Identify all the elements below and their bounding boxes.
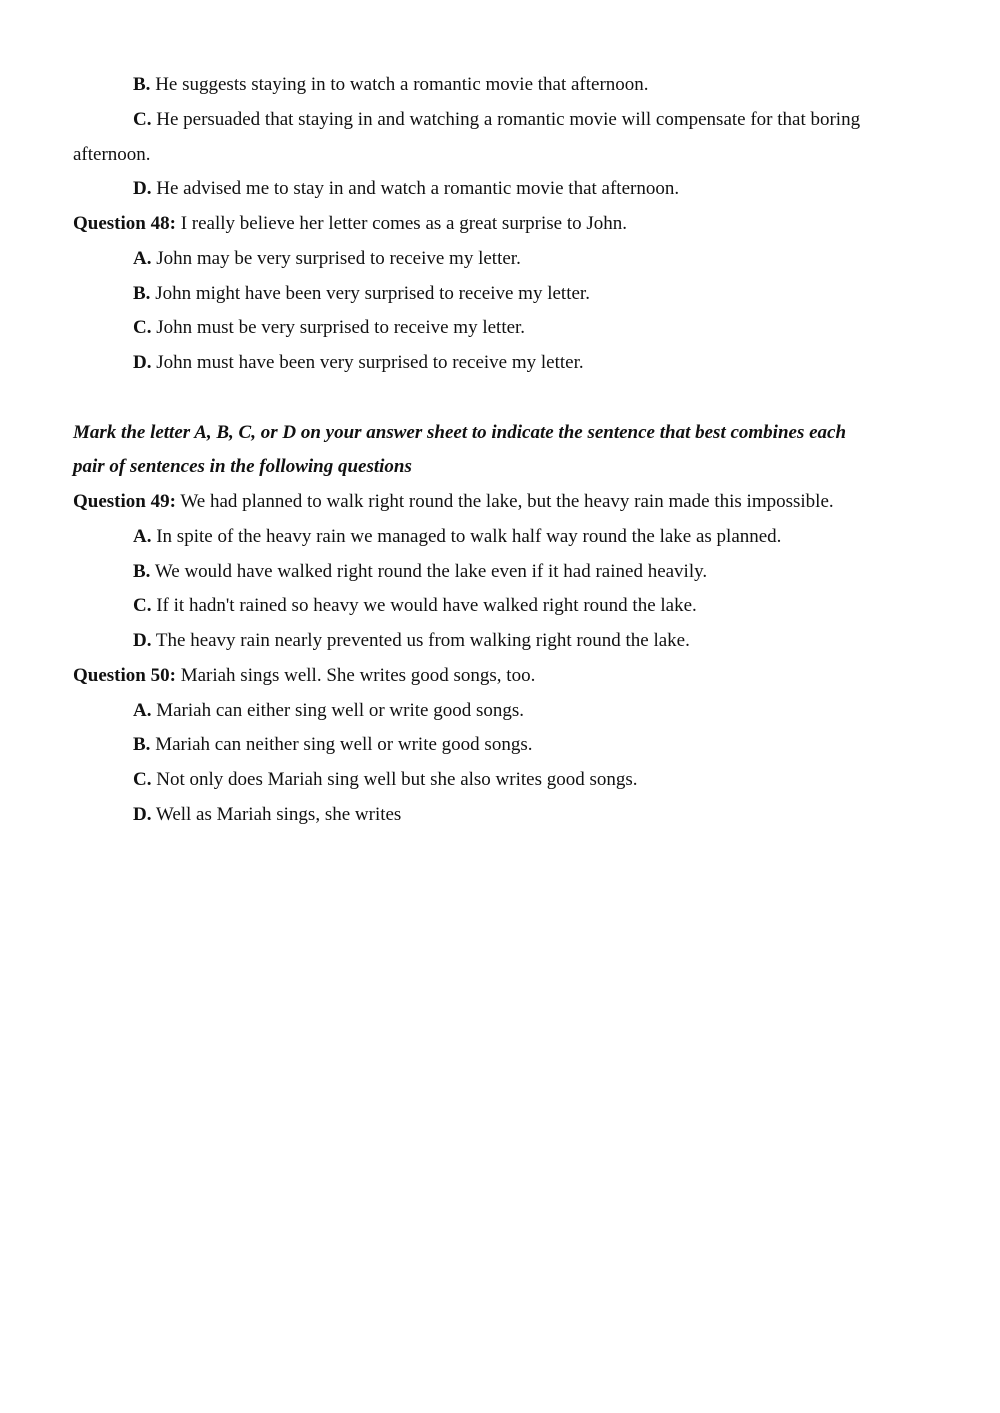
q49-option-a (133, 526, 781, 548)
option-text: He suggests staying in to watch a romantic movie that afternoon. (155, 74, 649, 95)
q50-option-c (133, 769, 638, 791)
question-prompt: Mariah sings well. She writes good songs, too. (180, 665, 536, 686)
question-label: Question 49: (73, 491, 176, 512)
option-text: John must have been very surprised to receive my letter. (156, 352, 584, 373)
option-letter: A. (133, 526, 152, 547)
q47-option-b (133, 74, 649, 96)
option-letter: B. (133, 74, 151, 95)
option-text: John might have been very surprised to receive my letter. (155, 283, 590, 304)
option-text: Mariah can neither sing well or write good songs. (155, 734, 533, 755)
q50-option-a (133, 700, 524, 722)
option-text: John must be very surprised to receive my letter. (156, 317, 526, 338)
option-letter: C. (133, 109, 152, 130)
q49-option-b (133, 561, 707, 583)
option-text: If it hadn't rained so heavy we would have walked right round the lake. (156, 595, 697, 616)
q48-option-c (133, 317, 525, 339)
option-letter: B. (133, 283, 151, 304)
option-letter: B. (133, 734, 151, 755)
q50-option-b (133, 734, 532, 756)
option-letter: D. (133, 352, 152, 373)
question-49 (73, 491, 834, 513)
instruction-line-1: Mark the letter A, B, C, or D on your answer sheet to indicate the sentence that best combines each (73, 422, 847, 443)
option-text: He advised me to stay in and watch a romantic movie that afternoon. (156, 178, 680, 199)
option-letter: C. (133, 769, 152, 790)
q47-option-c-continuation: afternoon. (73, 144, 151, 165)
option-letter: A. (133, 248, 152, 269)
q47-option-d (133, 178, 679, 200)
option-text: Mariah can either sing well or write good songs. (156, 700, 525, 721)
question-prompt: I really believe her letter comes as a great surprise to John. (180, 213, 628, 234)
question-label: Question 50: (73, 665, 176, 686)
option-letter: A. (133, 700, 152, 721)
option-letter: D. (133, 804, 152, 825)
option-letter: C. (133, 317, 152, 338)
q48-option-b (133, 283, 590, 305)
q48-option-d (133, 352, 584, 374)
option-text: John may be very surprised to receive my letter. (156, 248, 521, 269)
q48-option-a (133, 248, 521, 270)
option-text: He persuaded that staying in and watching a romantic movie will compensate for that boring (156, 109, 861, 130)
option-text: In spite of the heavy rain we managed to walk half way round the lake as planned. (156, 526, 782, 547)
question-48 (73, 213, 627, 235)
option-letter: D. (133, 630, 152, 651)
option-text: We would have walked right round the lake even if it had rained heavily. (154, 561, 708, 582)
q49-option-d (133, 630, 690, 652)
instruction-line-2: pair of sentences in the following questions (73, 456, 412, 477)
option-text: The heavy rain nearly prevented us from walking right round the lake. (155, 630, 690, 651)
question-label: Question 48: (73, 213, 176, 234)
q47-option-c (133, 109, 860, 131)
option-letter: D. (133, 178, 152, 199)
q49-option-c (133, 595, 697, 617)
question-50 (73, 665, 535, 687)
question-prompt: We had planned to walk right round the lake, but the heavy rain made this impossible. (180, 491, 834, 512)
option-text: Well as Mariah sings, she writes (155, 804, 402, 825)
option-letter: C. (133, 595, 152, 616)
option-letter: B. (133, 561, 151, 582)
q50-option-d (133, 804, 401, 826)
option-text: Not only does Mariah sing well but she also writes good songs. (156, 769, 638, 790)
